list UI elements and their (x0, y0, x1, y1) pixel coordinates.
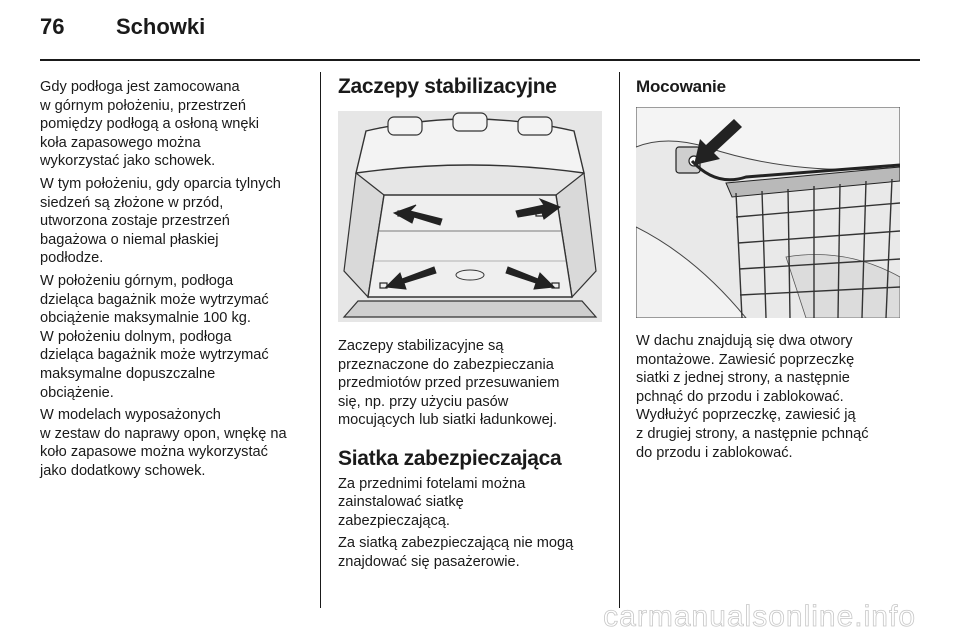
paragraph: W dachu znajdują się dwa otwory montażowe. Zawiesić poprzeczkę siatki z jednej strony, a następnie pchnąć do przodu i zablokować. Wydłużyć poprzeczkę, zawiesić ją z drugiej strony, a następnie pchnąć do przodu i zablokować. (636, 333, 869, 461)
paragraph: Za przednimi fotelami można zainstalować siatkę zabezpieczającą. (338, 475, 526, 529)
paragraph: W położeniu górnym, podłoga dzieląca bagażnik może wytrzymać obciążenie maksymalnie 100 kg. W położeniu dolnym, podłoga dzieląca bagażnik może wytrzymać maksymalne dopuszczalne obciążenie. (40, 272, 269, 401)
page-number: 76 (40, 14, 65, 39)
column-stabilizers (338, 75, 608, 98)
paragraph: W modelach wyposażonych w zestaw do naprawy opon, wnękę na koło zapasowe można wykorzystać jako dodatkowy schowek. (40, 407, 287, 479)
heading-mounting: Mocowanie (636, 77, 726, 96)
column-divider-2 (619, 72, 620, 608)
page-header (0, 0, 960, 60)
header-rule (40, 59, 920, 61)
trunk-illustration (338, 111, 602, 322)
mounting-body (636, 332, 926, 466)
paragraph: Gdy podłoga jest zamocowana w górnym położeniu, przestrzeń pomiędzy podłogą a osłoną wnęki koła zapasowego można wykorzystać jako schowek. (40, 79, 260, 170)
stabilizers-body (338, 337, 608, 576)
heading-safety-net: Siatka zabezpieczająca (338, 446, 562, 470)
paragraph: Zaczepy stabilizacyjne są przeznaczone do zabezpieczania przedmiotów przed przesuwaniem się, np. przy użyciu pasów mocujących lub siatki ładunkowej. (338, 338, 560, 429)
column-divider-1 (320, 72, 321, 608)
net-mounting-illustration-svg (636, 107, 900, 318)
watermark-text: carmanualsonline.info (603, 600, 916, 633)
column-storage-text (40, 78, 308, 484)
heading-stabilizers: Zaczepy stabilizacyjne (338, 75, 557, 98)
paragraph: W tym położeniu, gdy oparcia tylnych siedzeń są złożone w przód, utworzona zostaje przestrzeń bagażowa o niemal płaskiej podłodze. (40, 175, 281, 267)
net-mounting-illustration (636, 107, 900, 318)
trunk-illustration-svg (338, 111, 602, 322)
column-mounting (636, 78, 926, 97)
paragraph: Za siatką zabezpieczającą nie mogą znajdować się pasażerowie. (338, 535, 574, 570)
section-title: Schowki (116, 14, 206, 39)
